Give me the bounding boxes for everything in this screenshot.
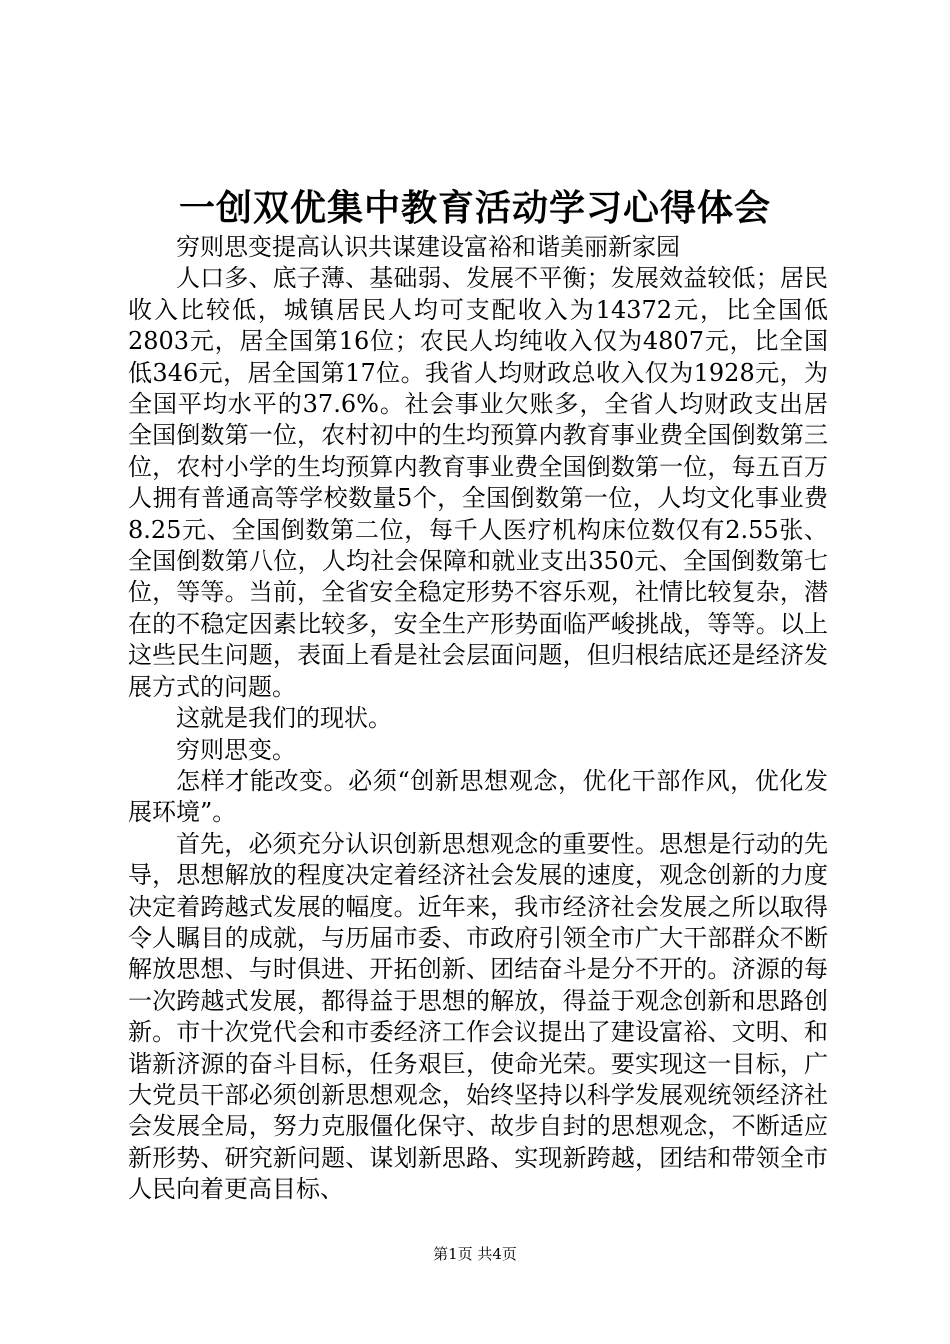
document-body: [128, 232, 828, 1206]
body-paragraph: 人口多、底子薄、基础弱、发展不平衡；发展效益较低；居民收入比较低，城镇居民人均可支配收入为14372元，比全国低2803元，居全国第16位；农民人均纯收入仅为4807元，比全国低346元，居全国第17位。我省人均财政总收入仅为1928元，为全国平均水平的37.6%。社会事业欠账多，全省人均财政支出居全国倒数第一位，农村初中的生均预算内教育事业费全国倒数第三位，农村小学的生均预算内教育事业费全国倒数第一位，每五百万人拥有普通高等学校数量5个，全国倒数第一位，人均文化事业费8.25元、全国倒数第二位，每千人医疗机构床位数仅有2.55张、全国倒数第八位，人均社会保障和就业支出350元、全国倒数第七位，等等。当前，全省安全稳定形势不容乐观，社情比较复杂，潜在的不稳定因素比较多，安全生产形势面临严峻挑战，等等。以上这些民生问题，表面上看是社会层面问题，但归根结底还是经济发展方式的问题。: [128, 264, 828, 701]
subtitle-paragraph: 穷则思变提高认识共谋建设富裕和谐美丽新家园: [176, 233, 680, 261]
body-paragraph: 穷则思变。: [176, 735, 296, 764]
body-paragraph: 首先，必须充分认识创新思想观念的重要性。思想是行动的先导，思想解放的程度决定着经济社会发展的速度，观念创新的力度决定着跨越式发展的幅度。近年来，我市经济社会发展之所以取得令人瞩目的成就，与历届市委、市政府引领全市广大干部群众不断解放思想、与时俱进、开拓创新、团结奋斗是分不开的。济源的每一次跨越式发展，都得益于思想的解放，得益于观念创新和思路创新。市十次党代会和市委经济工作会议提出了建设富裕、文明、和谐新济源的奋斗目标，任务艰巨，使命光荣。要实现这一目标，广大党员干部必须创新思想观念，始终坚持以科学发展观统领经济社会发展全局，努力克服僵化保守、故步自封的思想观念，不断适应新形势、研究新问题、谋划新思路、实现新跨越，团结和带领全市人民向着更高目标、: [128, 829, 828, 1204]
document-title: 一创双优集中教育活动学习心得体会: [178, 187, 771, 229]
body-paragraph: 这就是我们的现状。: [176, 704, 392, 733]
page-footer: 第1页 共4页: [433, 1245, 517, 1263]
body-paragraph: 怎样才能改变。必须“创新思想观念，优化干部作风，优化发展环境”。: [128, 766, 828, 827]
